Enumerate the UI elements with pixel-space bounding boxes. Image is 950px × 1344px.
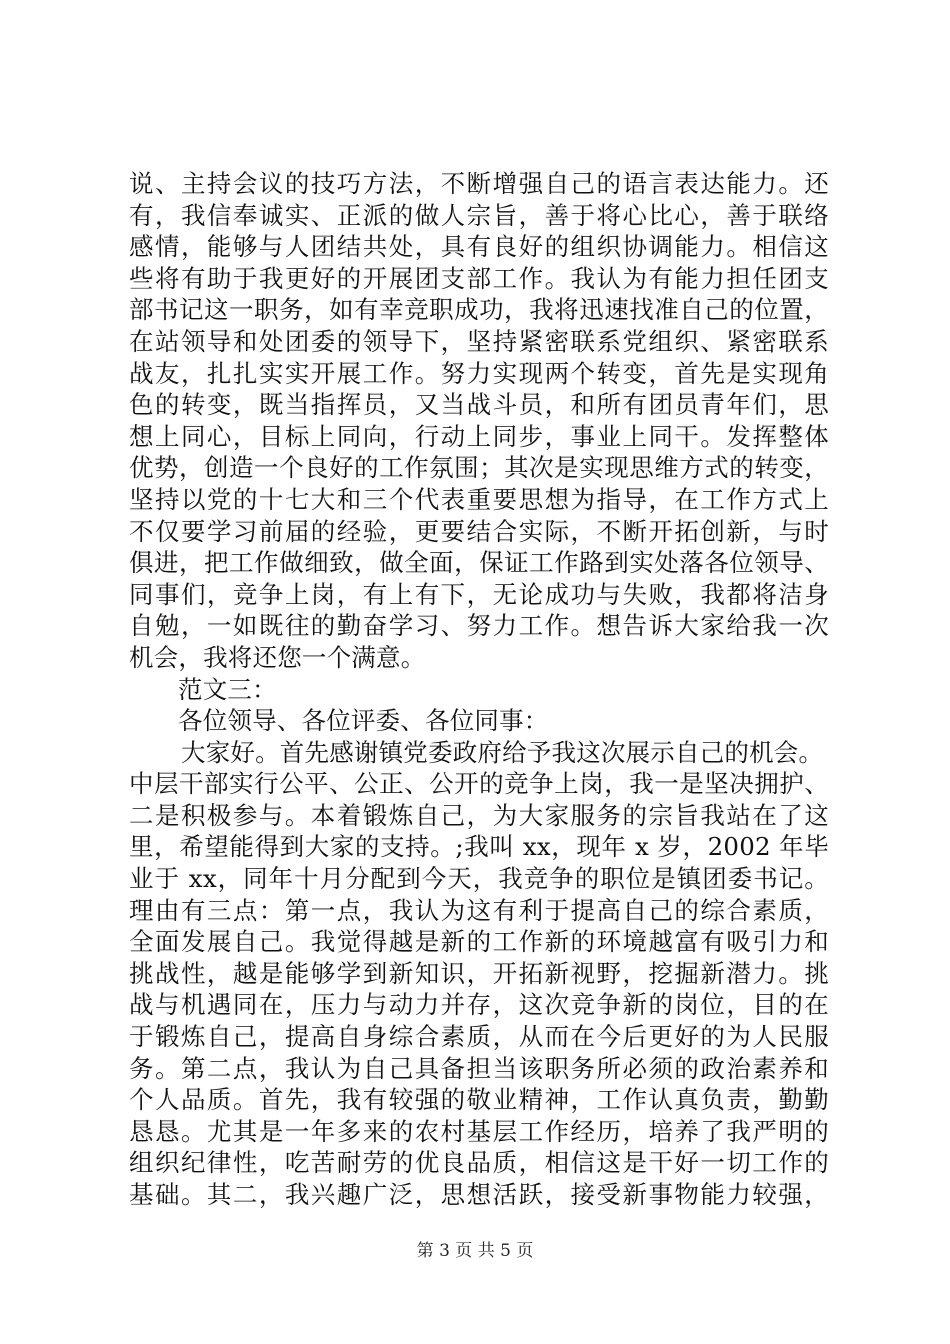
text-line: 在站领导和处团委的领导下，坚持紧密联系党组织、紧密联系 (129, 326, 829, 356)
text-line: 优势，创造一个良好的工作氛围；其次是实现思维方式的转变， (129, 453, 829, 483)
text-line: 于锻炼自己，提高自身综合素质，从而在今后更好的为人民服 (129, 1022, 829, 1052)
text-line: 恳恳。尤其是一年多来的农村基层工作经历，培养了我严明的 (129, 1116, 829, 1146)
text-line: 战与机遇同在，压力与动力并存，这次竞争新的岗位，目的在 (129, 990, 829, 1020)
section-heading: 范文三： (178, 674, 277, 704)
text-line: 感情，能够与人团结共处，具有良好的组织协调能力。相信这 (129, 232, 829, 262)
text-line: 自勉，一如既往的勤奋学习、努力工作。想告诉大家给我一次 (129, 611, 829, 641)
text-line: 大家好。首先感谢镇党委政府给予我这次展示自己的机会。 (181, 737, 824, 767)
text-line: 挑战性，越是能够学到新知识，开拓新视野，挖掘新潜力。挑 (129, 958, 829, 988)
text-line: 机会，我将还您一个满意。 (129, 642, 426, 672)
text-line: 中层干部实行公平、公正、公开的竞争上岗，我一是坚决拥护、 (129, 769, 829, 799)
text-line: 基础。其二，我兴趣广泛，思想活跃，接受新事物能力较强， (129, 1180, 829, 1209)
text-line: 里，希望能得到大家的支持。;我叫 xx，现年 x 岁，2002 年毕 (129, 832, 829, 862)
text-line: 色的转变，既当指挥员，又当战斗员，和所有团员青年们，思 (129, 390, 829, 420)
text-line: 说、主持会议的技巧方法，不断增强自己的语言表达能力。还 (129, 169, 829, 198)
page-number-label: 第 3 页 共 5 页 (416, 1241, 534, 1261)
text-line: 组织纪律性，吃苦耐劳的优良品质，相信这是干好一切工作的 (129, 1148, 829, 1178)
text-line: 不仅要学习前届的经验，更要结合实际，不断开拓创新，与时 (129, 516, 829, 546)
text-line: 业于 xx，同年十月分配到今天，我竞争的职位是镇团委书记。 (129, 864, 829, 894)
text-line: 战友，扎扎实实开展工作。努力实现两个转变，首先是实现角 (129, 358, 829, 388)
text-line: 俱进，把工作做细致，做全面，保证工作路到实处落各位领导、 (129, 548, 829, 578)
text-line: 全面发展自己。我觉得越是新的工作新的环境越富有吸引力和 (129, 927, 829, 957)
text-line: 二是积极参与。本着锻炼自己，为大家服务的宗旨我站在了这 (129, 800, 829, 830)
text-line: 同事们，竞争上岗，有上有下，无论成功与失败，我都将洁身 (129, 579, 829, 609)
text-line: 务。第二点，我认为自己具备担当该职务所必须的政治素养和 (129, 1053, 829, 1083)
text-line: 有，我信奉诚实、正派的做人宗旨，善于将心比心，善于联络 (129, 200, 829, 230)
salutation-line: 各位领导、各位评委、各位同事： (178, 706, 549, 736)
text-line: 些将有助于我更好的开展团支部工作。我认为有能力担任团支 (129, 263, 829, 293)
text-line: 部书记这一职务，如有幸竞职成功，我将迅速找准自己的位置， (129, 295, 829, 325)
text-line: 个人品质。首先，我有较强的敬业精神，工作认真负责，勤勤 (129, 1085, 829, 1115)
document-body (129, 168, 829, 1211)
page-footer (0, 1240, 950, 1262)
text-line: 理由有三点：第一点，我认为这有利于提高自己的综合素质， (129, 895, 829, 925)
text-line: 想上同心，目标上同向，行动上同步，事业上同干。发挥整体 (129, 421, 829, 451)
text-line: 坚持以党的十七大和三个代表重要思想为指导，在工作方式上 (129, 484, 829, 514)
